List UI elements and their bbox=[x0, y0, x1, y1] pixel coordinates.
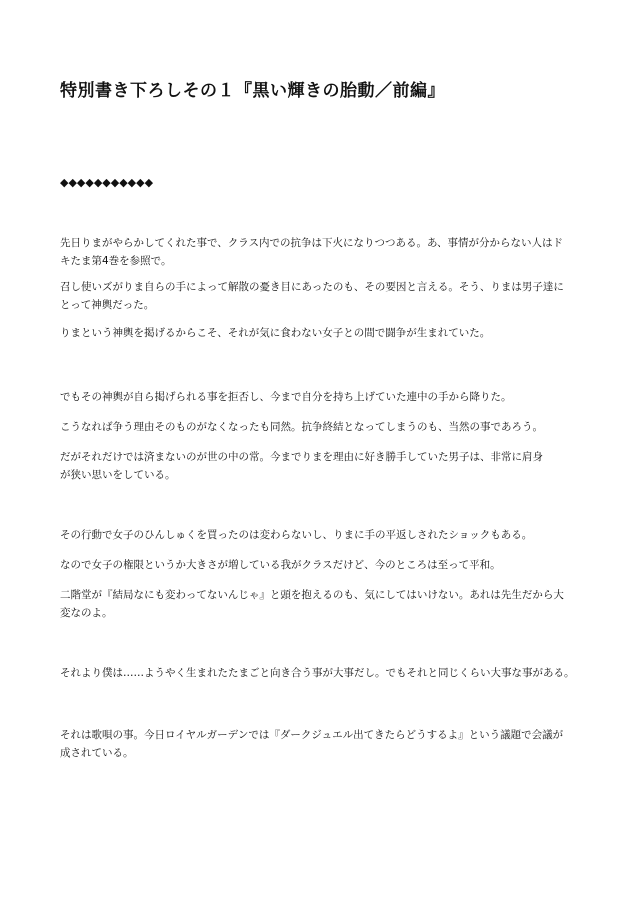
paragraph-line: なので女子の権限というか大きさが増している我がクラスだけど、今のところは至って平和。 bbox=[60, 559, 501, 571]
paragraph-line: が狭い思いをしている。 bbox=[60, 469, 176, 481]
paragraph-line: キたま第4巻を参照で。 bbox=[60, 255, 172, 267]
paragraph bbox=[60, 448, 580, 484]
paragraph bbox=[60, 278, 580, 314]
paragraph-line: とって神輿だった。 bbox=[60, 299, 155, 311]
paragraph-line: 成されている。 bbox=[60, 747, 134, 759]
paragraph-line: こうなれば争う理由そのものがなくなったも同然。抗争終結となってしまうのも、当然の事であろう。 bbox=[60, 421, 543, 433]
paragraph-line: 召し使いズがりま自らの手によって解散の憂き目にあったのも、その要因と言える。そう、りまは男子達に bbox=[60, 281, 564, 293]
paragraph bbox=[60, 726, 580, 762]
paragraph-line: その行動で女子のひんしゅくを買ったのは変わらないし、りまに手の平返しされたショックもある。 bbox=[60, 529, 533, 541]
section-separator: ◆◆◆◆◆◆◆◆◆◆◆ bbox=[60, 176, 154, 189]
page-title: 特別書き下ろしその１『黒い輝きの胎動／前編』 bbox=[60, 81, 445, 101]
paragraph-line: それより僕は……ようやく生まれたたまごと向き合う事が大事だし。でもそれと同じくらい大事な事がある。 bbox=[60, 667, 575, 679]
paragraph bbox=[60, 586, 580, 622]
paragraph-line: それは歌唄の事。今日ロイヤルガーデンでは『ダークジュエル出てきたらどうするよ』という議題で会議が bbox=[60, 729, 564, 741]
paragraph-line: りまという神輿を掲げるからこそ、それが気に食わない女子との間で闘争が生まれていた。 bbox=[60, 327, 491, 339]
paragraph bbox=[60, 556, 580, 574]
paragraph-line: 変なのよ。 bbox=[60, 607, 113, 619]
paragraph bbox=[60, 418, 580, 436]
paragraph bbox=[60, 324, 580, 342]
paragraph-line: だがそれだけでは済まないのが世の中の常。今までりまを理由に好き勝手していた男子は、非常に肩身 bbox=[60, 451, 543, 463]
paragraph-line: 先日りまがやらかしてくれた事で、クラス内での抗争は下火になりつつある。あ、事情が分からない人はド bbox=[60, 237, 564, 249]
paragraph bbox=[60, 388, 580, 406]
paragraph-line: 二階堂が『結局なにも変わってないんじゃ』と頭を抱えるのも、気にしてはいけない。あれは先生だから大 bbox=[60, 589, 564, 601]
paragraph bbox=[60, 234, 580, 270]
paragraph bbox=[60, 664, 580, 682]
paragraph bbox=[60, 526, 580, 544]
paragraph-line: でもその神輿が自ら掲げられる事を拒否し、今まで自分を持ち上げていた連中の手から降りた。 bbox=[60, 391, 512, 403]
